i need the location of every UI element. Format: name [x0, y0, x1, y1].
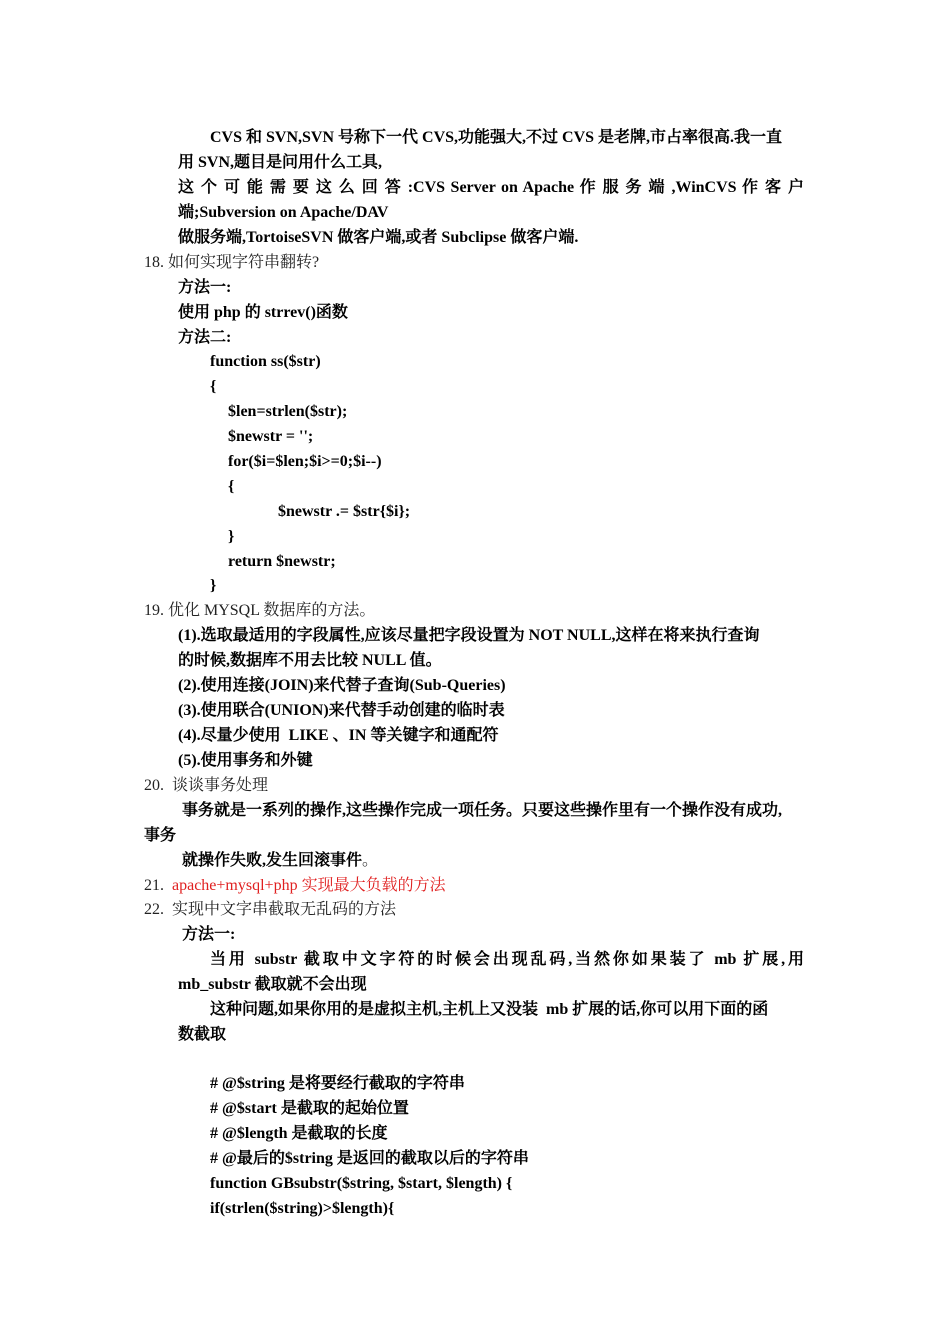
svn-intro-line-5: 做服务端,TortoiseSVN 做客户端,或者 Subclipse 做客户端.: [178, 229, 579, 246]
q21-text: apache+mysql+php 实现最大负载的方法: [172, 877, 446, 894]
q19-item: (2).使用连接(JOIN)来代替子查询(Sub-Queries): [178, 677, 506, 694]
svn-intro-line-4: 端;Subversion on Apache/DAV: [178, 204, 389, 221]
svn-intro-line-2: 用 SVN,题目是问用什么工具,: [178, 154, 383, 171]
code-line: {: [228, 478, 235, 495]
code-line: return $newstr;: [228, 553, 336, 570]
q22-line-2: mb_substr 截取就不会出现: [178, 976, 367, 993]
q20-line-3: [182, 849, 378, 873]
code-line: $len=strlen($str);: [228, 403, 348, 420]
q18-method2-label: 方法二:: [178, 329, 232, 346]
q21-heading: [144, 874, 446, 898]
q21-number: 21.: [144, 877, 164, 894]
q19-item: (3).使用联合(UNION)来代替手动创建的临时表: [178, 702, 505, 719]
q22-line-3: 这种问题,如果你用的是虚拟主机,主机上又没装 mb 扩展的话,你可以用下面的函: [210, 1001, 769, 1018]
q20-line-2: 事务: [144, 827, 177, 844]
q18-heading: 18. 如何实现字符串翻转?: [144, 254, 320, 271]
code-line: $newstr .= $str{$i};: [278, 503, 411, 520]
code-line: for($i=$len;$i>=0;$i--): [228, 453, 382, 470]
code-line: function GBsubstr($string, $start, $length) {: [210, 1175, 513, 1192]
code-line: }: [210, 577, 217, 594]
svn-intro-line-3: 这 个 可 能 需 要 这 么 回 答 :CVS Server on Apache 作 服 务 端 ,WinCVS 作 客 户: [178, 179, 804, 196]
code-line: # @$string 是将要经行截取的字符串: [210, 1075, 465, 1092]
code-line: function ss($str): [210, 353, 321, 370]
q22-method1-label: 方法一:: [182, 926, 236, 943]
code-line: # @$start 是截取的起始位置: [210, 1100, 409, 1117]
q20-line-3-text: 就操作失败,发生回滚事件: [182, 852, 363, 869]
q18-method1-label: 方法一:: [178, 279, 232, 296]
code-line: # @$length 是截取的长度: [210, 1125, 388, 1142]
code-line: # @最后的$string 是返回的截取以后的字符串: [210, 1150, 529, 1167]
code-line: if(strlen($string)>$length){: [210, 1200, 395, 1217]
q20-line-3-period: 。: [362, 852, 379, 869]
q22-line-1: 当用 substr 截取中文字符的时候会出现乱码,当然你如果装了 mb 扩展,用: [210, 951, 804, 968]
code-line: {: [210, 378, 217, 395]
q18-method1-text: 使用 php 的 strrev()函数: [178, 304, 348, 321]
q19-item: (4).尽量少使用 LIKE 、IN 等关键字和通配符: [178, 727, 499, 744]
code-line: $newstr = '';: [228, 428, 314, 445]
q20-line-1: 事务就是一系列的操作,这些操作完成一项任务。只要这些操作里有一个操作没有成功,: [182, 802, 783, 819]
svn-intro-line-1: CVS 和 SVN,SVN 号称下一代 CVS,功能强大,不过 CVS 是老牌,市占率很高.我一直: [210, 129, 783, 146]
q22-line-4: 数截取: [178, 1026, 227, 1043]
q19-item: (5).使用事务和外键: [178, 752, 313, 769]
q22-heading: 22. 实现中文字串截取无乱码的方法: [144, 901, 397, 918]
q19-item: (1).选取最适用的字段属性,应该尽量把字段设置为 NOT NULL,这样在将来执行查询: [178, 627, 760, 644]
code-line: }: [228, 528, 235, 545]
q20-heading: 20. 谈谈事务处理: [144, 777, 269, 794]
q19-item: 的时候,数据库不用去比较 NULL 值。: [178, 652, 442, 669]
q19-heading: 19. 优化 MYSQL 数据库的方法。: [144, 602, 376, 619]
